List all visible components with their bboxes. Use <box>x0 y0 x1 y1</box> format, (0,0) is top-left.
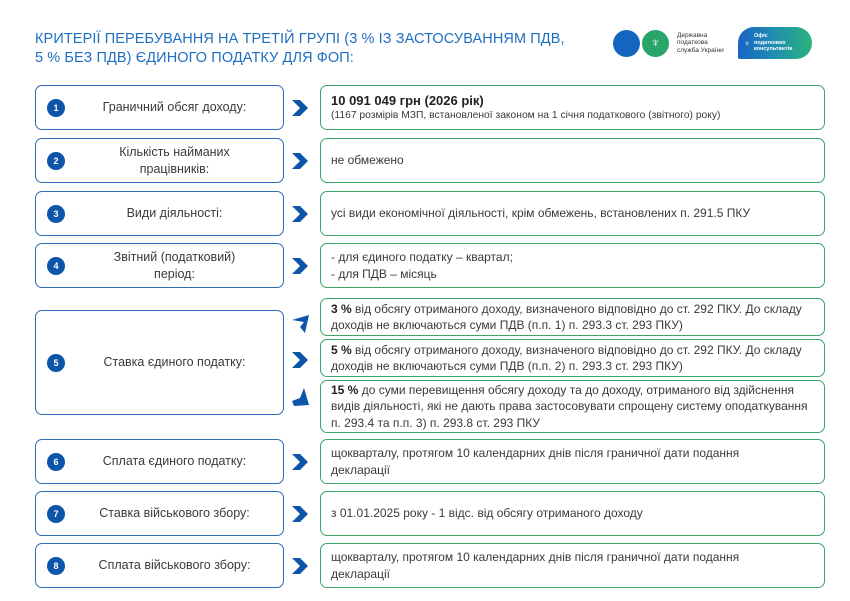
chevron-right-icon <box>290 98 310 118</box>
logo-green-circle <box>642 30 669 57</box>
criterion-value-box <box>320 439 825 484</box>
rate-box-15-percent <box>320 380 825 433</box>
criterion-value-box <box>320 491 825 536</box>
rate-box-3-percent <box>320 298 825 336</box>
number-badge: 6 <box>47 453 65 471</box>
criterion-label-box <box>35 310 284 415</box>
chevron-right-icon <box>290 256 310 276</box>
rate-description: від обсягу отриманого доходу, визначеного відповідно до ст. 292 ПКУ. До складу доходів не включаються суми ПДВ (п.п. 2) п. 293.3 ст. 293 ПКУ) <box>331 342 802 373</box>
criterion-value-box <box>320 243 825 288</box>
number-badge: 1 <box>47 99 65 117</box>
criterion-label-box <box>35 191 284 236</box>
opk-logo-text: Офіс податкових консультантів <box>754 33 793 53</box>
rate-value: 5 % <box>331 342 352 357</box>
number-badge: 3 <box>47 205 65 223</box>
rate-box-5-percent <box>320 339 825 377</box>
criterion-label-box <box>35 138 284 183</box>
criterion-label: Ставка єдиного податку: <box>103 355 246 369</box>
number-badge: 8 <box>47 557 65 575</box>
number-badge: 4 <box>47 257 65 275</box>
criterion-label-box <box>35 85 284 130</box>
criterion-value-box <box>320 191 825 236</box>
arrow-up-right-icon <box>291 314 311 334</box>
reporting-period-vat: - для ПДВ – місяць <box>331 266 437 281</box>
income-limit-note: (1167 розмірів МЗП, встановленої законом на 1 січня податкового (звітного) року) <box>331 110 721 121</box>
criterion-value: не обмежено <box>331 153 404 168</box>
number-badge: 5 <box>47 354 65 372</box>
criterion-value-box <box>320 543 825 588</box>
criterion-label: Кількість найманих працівників: <box>119 144 230 176</box>
criterion-value-box <box>320 85 825 130</box>
trident-icon: ♆ <box>650 34 661 50</box>
rate-value: 15 % <box>331 382 359 397</box>
criterion-label: Ставка військового збору: <box>99 506 250 520</box>
criterion-label-box <box>35 439 284 484</box>
number-badge: 7 <box>47 505 65 523</box>
criterion-value-box <box>320 138 825 183</box>
chevron-right-icon <box>290 350 310 370</box>
rate-value: 3 % <box>331 301 352 316</box>
chevron-right-icon <box>290 204 310 224</box>
criterion-value: щокварталу, протягом 10 календарних днів після граничної дати подання декларації <box>331 446 740 477</box>
criterion-label: Граничний обсяг доходу: <box>102 100 247 114</box>
income-limit-value: 10 091 049 грн (2026 рік) <box>331 93 484 108</box>
page-title <box>35 30 595 68</box>
rate-description: від обсягу отриманого доходу, визначеного відповідно до ст. 292 ПКУ. До складу доходів не включаються суми ПДВ (п.п. 1) п. 293.3 ст. 293 ПКУ) <box>331 301 802 332</box>
criterion-label: Сплата єдиного податку: <box>102 454 247 468</box>
criterion-label: Звітний (податковий) період: <box>113 249 236 281</box>
tax-consultants-office-logo <box>738 27 812 59</box>
criterion-value: усі види економічної діяльності, крім обмежень, встановлених п. 291.5 ПКУ <box>331 206 751 221</box>
criterion-value: щокварталу, протягом 10 календарних днів після граничної дати подання декларації <box>331 550 740 581</box>
arrow-down-right-icon <box>291 387 311 407</box>
criterion-label-box <box>35 243 284 288</box>
chevron-right-icon <box>290 452 310 472</box>
number-badge: 2 <box>47 152 65 170</box>
criterion-value: з 01.01.2025 року - 1 відс. від обсягу отриманого доходу <box>331 506 643 521</box>
reporting-period-single-tax: - для єдиного податку – квартал; <box>331 250 513 264</box>
page-title-line-1: КРИТЕРІЇ ПЕРЕБУВАННЯ НА ТРЕТІЙ ГРУПІ (3 % ІЗ ЗАСТОСУВАННЯМ ПДВ, <box>35 31 565 47</box>
chevron-right-icon <box>290 504 310 524</box>
criterion-label-box <box>35 491 284 536</box>
criterion-label: Види діяльності: <box>126 206 223 220</box>
rate-description: до суми перевищення обсягу доходу та до доходу, отриманого від здійснення видів діяльності, які не дають права застосовувати спрощену систему оподаткування п. 293.4 та п.п. 3) п. 293.8 ст. 293 ПКУ <box>331 382 808 430</box>
criterion-label-box <box>35 543 284 588</box>
dps-logo-text: Державна податкова служба України <box>677 31 724 54</box>
dps-logo <box>613 27 724 59</box>
page-title-line-2: 5 % БЕЗ ПДВ) ЄДИНОГО ПОДАТКУ ДЛЯ ФОП: <box>35 50 354 66</box>
trident-icon: ♆ <box>744 38 750 48</box>
chevron-right-icon <box>290 556 310 576</box>
criterion-label: Сплата військового збору: <box>98 558 251 572</box>
logo-blue-circle <box>613 30 640 57</box>
chevron-right-icon <box>290 151 310 171</box>
